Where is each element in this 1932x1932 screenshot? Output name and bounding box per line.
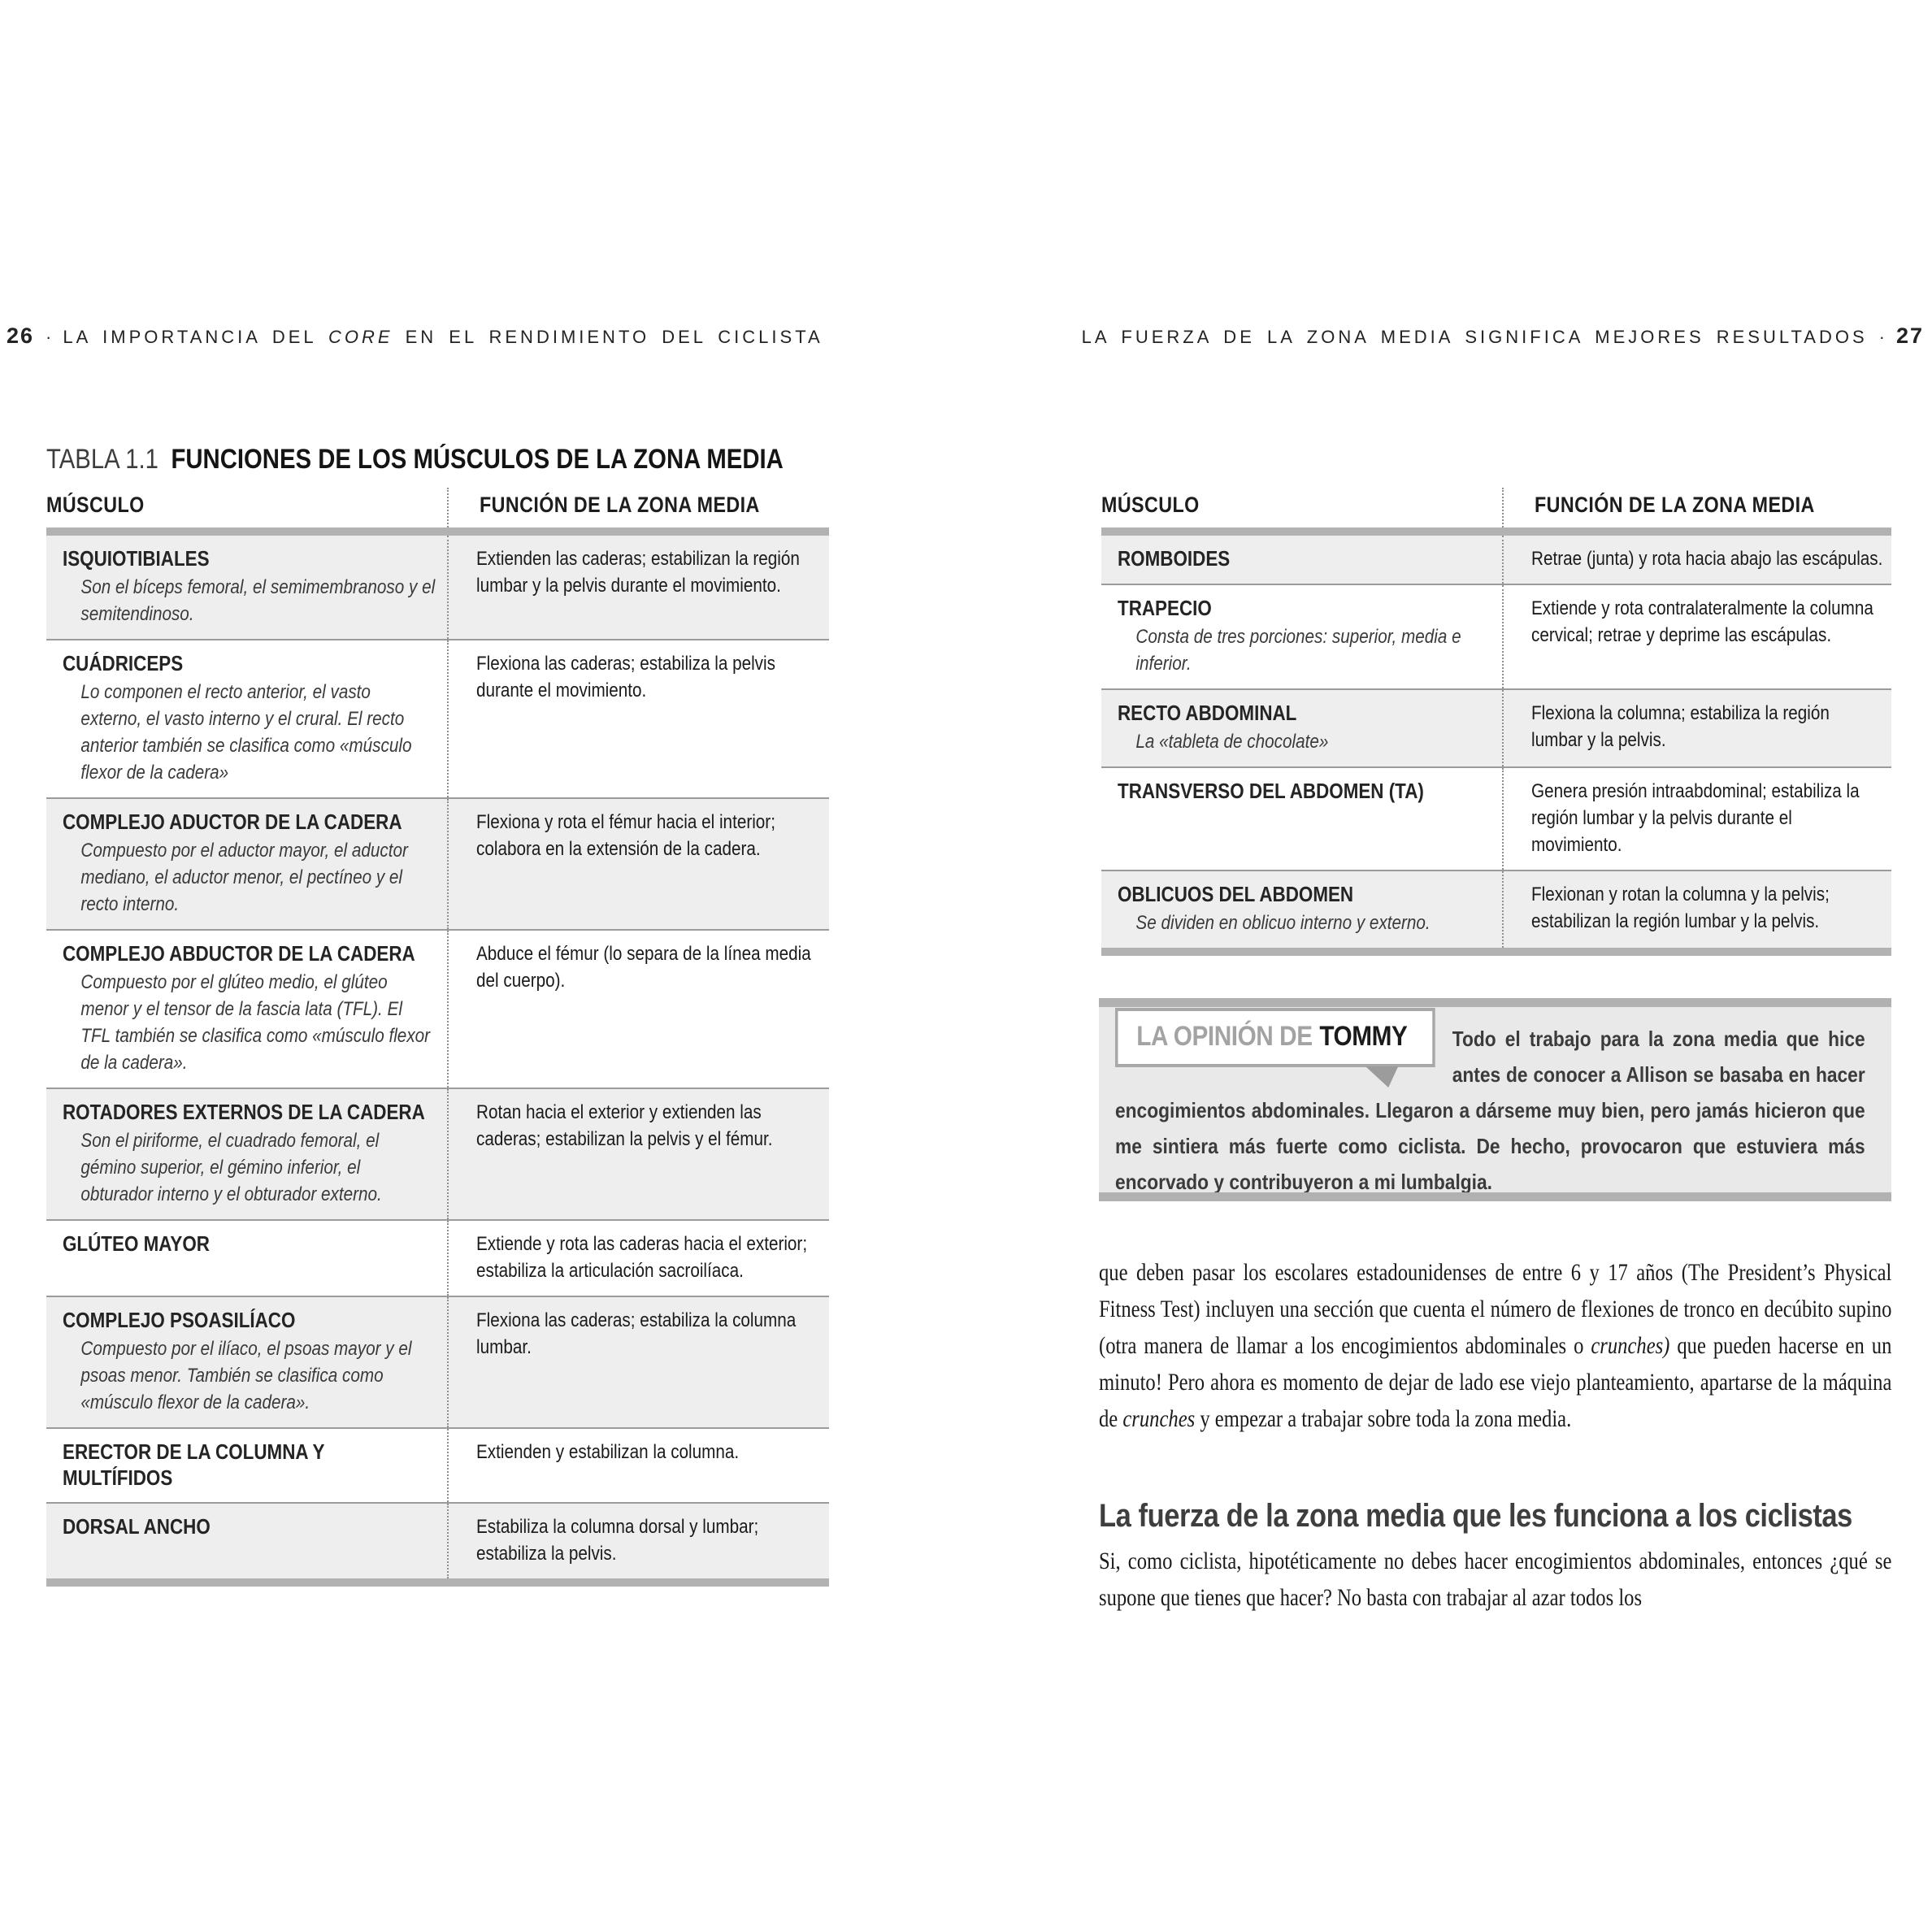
- function-text: Extienden y estabilizan la columna.: [476, 1441, 740, 1463]
- body-paragraph-1: [1099, 1254, 1891, 1437]
- muscle-cell: [46, 640, 447, 797]
- muscle-cell: [46, 1429, 447, 1502]
- text-segment: LA IMPORTANCIA DEL: [63, 327, 328, 347]
- function-cell: [1502, 768, 1891, 870]
- function-cell: [447, 536, 829, 639]
- text-segment: que pueden hacerse en un minuto! Pero ahora es momento de dejar de lado ese viejo planteamiento, apartarse de la máquina de: [1099, 1332, 1892, 1432]
- function-cell: [447, 799, 829, 929]
- opinion-label-bubble: [1115, 1008, 1435, 1083]
- opinion-label-prefix: LA OPINIÓN DE: [1136, 1021, 1313, 1052]
- muscle-detail: Compuesto por el aductor mayor, el aductor mediano, el aductor menor, el pectíneo y el recto interno.: [80, 840, 408, 915]
- function-cell: [1502, 871, 1891, 948]
- muscle-name: DORSAL ANCHO: [63, 1514, 211, 1539]
- running-head-separator: ·: [46, 327, 52, 347]
- muscle-name: TRAPECIO: [1118, 596, 1212, 620]
- muscle-detail: Lo componen el recto anterior, el vasto externo, el vasto interno y el crural. El recto anterior también se clasifica como «músculo flexor de la cadera»: [80, 681, 412, 784]
- table-title-text: FUNCIONES DE LOS MÚSCULOS DE LA ZONA MEDIA: [171, 444, 784, 475]
- function-cell: [447, 1429, 829, 1502]
- function-text: Flexiona y rota el fémur hacia el interior; colabora en la extensión de la cadera.: [476, 811, 775, 860]
- running-head-left: [7, 323, 823, 349]
- table-header-rule: [1101, 528, 1891, 536]
- opinion-label-name: TOMMY: [1319, 1021, 1408, 1052]
- table-caption: [46, 444, 901, 475]
- column-header-function: FUNCIÓN DE LA ZONA MEDIA: [1502, 488, 1891, 528]
- column-header-muscle: MÚSCULO: [46, 493, 145, 517]
- function-cell: [447, 640, 829, 797]
- muscle-detail: La «tableta de chocolate»: [1135, 731, 1329, 753]
- muscle-detail: Son el piriforme, el cuadrado femoral, el gémino superior, el gémino inferior, el obturador interno y el obturador externo.: [80, 1130, 382, 1205]
- function-text: Extiende y rota las caderas hacia el exterior; estabiliza la articulación sacroilíaca.: [476, 1233, 808, 1282]
- muscle-name: GLÚTEO MAYOR: [63, 1231, 210, 1256]
- function-text: Extienden las caderas; estabilizan la región lumbar y la pelvis durante el movimiento.: [476, 548, 800, 597]
- muscle-name: ROMBOIDES: [1118, 546, 1231, 571]
- table-header-row: [46, 488, 829, 528]
- italic-text-segment: crunches: [1122, 1405, 1196, 1432]
- function-text: Flexionan y rotan la columna y la pelvis; estabilizan la región lumbar y la pelvis.: [1531, 884, 1830, 932]
- muscle-cell: [46, 1297, 447, 1427]
- table-row: [1101, 584, 1891, 688]
- paragraph-text: [1099, 1254, 1891, 1437]
- function-text: Flexiona las caderas; estabiliza la pelvis durante el movimiento.: [476, 653, 775, 701]
- muscle-name: TRANSVERSO DEL ABDOMEN (TA): [1118, 779, 1424, 803]
- function-text: Flexiona las caderas; estabiliza la columna lumbar.: [476, 1309, 797, 1358]
- function-cell: [447, 931, 829, 1088]
- table-footer-rule: [1101, 948, 1891, 956]
- table-row: [46, 797, 829, 929]
- running-head-title-right: LA FUERZA DE LA ZONA MEDIA SIGNIFICA MEJORES RESULTADOS: [1081, 327, 1868, 347]
- table-row: [46, 1502, 829, 1578]
- running-head-title-left: [63, 327, 823, 348]
- muscle-name: OBLICUOS DEL ABDOMEN: [1118, 882, 1354, 906]
- muscle-table-left: [46, 488, 829, 1587]
- table-row: [46, 1296, 829, 1427]
- muscle-name: COMPLEJO ADUCTOR DE LA CADERA: [63, 810, 402, 834]
- page-number-right: 27: [1895, 323, 1924, 348]
- table-row: [46, 536, 829, 639]
- function-text: Flexiona la columna; estabiliza la región lumbar y la pelvis.: [1531, 702, 1830, 751]
- italic-text-segment: crunches): [1591, 1332, 1670, 1359]
- function-text: Genera presión intraabdominal; estabiliza la región lumbar y la pelvis durante el movimiento.: [1531, 780, 1860, 856]
- muscle-cell: [46, 1089, 447, 1219]
- muscle-cell: [46, 931, 447, 1088]
- body-paragraph-2: [1099, 1543, 1891, 1616]
- muscle-cell: [1101, 871, 1502, 948]
- muscle-name: COMPLEJO PSOASILÍACO: [63, 1308, 296, 1332]
- page-number-left: 26: [7, 323, 35, 348]
- table-row: [1101, 536, 1891, 584]
- muscle-name: CUÁDRICEPS: [63, 651, 184, 675]
- muscle-cell: [46, 1221, 447, 1296]
- function-text: Abduce el fémur (lo separa de la línea media del cuerpo).: [476, 943, 811, 992]
- italic-text-segment: CORE: [328, 327, 393, 347]
- table-row: [1101, 766, 1891, 870]
- muscle-name: ISQUIOTIBIALES: [63, 546, 210, 571]
- text-segment: que deben pasar los escolares estadounidenses de entre 6 y 17 años (The President’s Physical Fitness Test) incluyen una sección que cuenta el número de flexiones de tronco en decúbito supino (otra manera de llamar a los encogimientos abdominales o: [1099, 1259, 1892, 1359]
- muscle-cell: [46, 536, 447, 639]
- opinion-label: [1115, 1008, 1435, 1067]
- muscle-cell: [46, 799, 447, 929]
- running-head-right: [1082, 323, 1924, 349]
- muscle-detail: Son el bíceps femoral, el semimembranoso y el semitendinoso.: [80, 576, 436, 625]
- opinion-text: Todo el trabajo para la zona media que hice antes de conocer a Allison se basaba en hacer encogimientos abdominales. Llegaron a dárseme muy bien, pero jamás hicieron que me sintiera más fuerte como ciclista. De hecho, provocaron que estuviera más encorvado y contribuyeron a mi lumbalgia.: [1115, 1027, 1865, 1192]
- table-row: [46, 929, 829, 1088]
- table-row: [1101, 688, 1891, 766]
- table-header-rule: [46, 528, 829, 536]
- muscle-cell: [1101, 768, 1502, 870]
- table-header-row: [1101, 488, 1891, 528]
- muscle-name: ROTADORES EXTERNOS DE LA CADERA: [63, 1100, 425, 1124]
- muscle-name: RECTO ABDOMINAL: [1118, 701, 1297, 725]
- running-head-separator: ·: [1878, 327, 1885, 347]
- function-cell: [447, 1221, 829, 1296]
- function-cell: [447, 1504, 829, 1578]
- muscle-detail: Se dividen en oblicuo interno y externo.: [1135, 912, 1431, 934]
- function-cell: [1502, 536, 1891, 584]
- muscle-detail: Compuesto por el glúteo medio, el glúteo menor y el tensor de la fascia lata (TFL). El TFL también se clasifica como «músculo flexor de la cadera».: [80, 971, 431, 1074]
- muscle-cell: [1101, 536, 1502, 584]
- table-row: [46, 1427, 829, 1502]
- function-text: Estabiliza la columna dorsal y lumbar; estabiliza la pelvis.: [476, 1516, 759, 1565]
- table-row: [46, 1219, 829, 1296]
- column-header-function: FUNCIÓN DE LA ZONA MEDIA: [447, 488, 829, 528]
- table-row: [1101, 870, 1891, 948]
- section-heading: La fuerza de la zona media que les funciona a los ciclistas: [1099, 1498, 1852, 1534]
- muscle-cell: [46, 1504, 447, 1578]
- text-segment: y empezar a trabajar sobre toda la zona media.: [1195, 1405, 1572, 1432]
- function-text: Rotan hacia el exterior y extienden las caderas; estabilizan la pelvis y el fémur.: [476, 1101, 773, 1150]
- column-header-muscle: MÚSCULO: [1101, 493, 1200, 517]
- muscle-name: ERECTOR DE LA COLUMNA Y MULTÍFIDOS: [63, 1439, 325, 1490]
- muscle-name: COMPLEJO ABDUCTOR DE LA CADERA: [63, 941, 415, 966]
- table-row: [46, 639, 829, 797]
- table-body: [1101, 536, 1891, 948]
- function-text: Retrae (junta) y rota hacia abajo las escápulas.: [1531, 548, 1883, 570]
- function-cell: [447, 1089, 829, 1219]
- muscle-cell: [1101, 690, 1502, 766]
- function-text: Extiende y rota contralateralmente la columna cervical; retrae y deprime las escápulas.: [1531, 597, 1873, 646]
- table-number-label: TABLA 1.1: [46, 444, 158, 475]
- muscle-table-right: [1101, 488, 1891, 956]
- muscle-detail: Consta de tres porciones: superior, media e inferior.: [1135, 626, 1461, 675]
- function-cell: [1502, 585, 1891, 688]
- table-row: [46, 1088, 829, 1219]
- text-segment: EN EL RENDIMIENTO DEL CICLISTA: [393, 327, 823, 347]
- paragraph-text: Si, como ciclista, hipotéticamente no debes hacer encogimientos abdominales, entonces ¿qué se supone que tienes que hacer? No basta con trabajar al azar todos los: [1099, 1548, 1892, 1611]
- table-footer-rule: [46, 1578, 829, 1587]
- opinion-callout-box: [1099, 998, 1891, 1201]
- muscle-cell: [1101, 585, 1502, 688]
- function-cell: [1502, 690, 1891, 766]
- function-cell: [447, 1297, 829, 1427]
- muscle-detail: Compuesto por el ilíaco, el psoas mayor y el psoas menor. También se clasifica como «músculo flexor de la cadera».: [80, 1338, 412, 1413]
- table-body: [46, 536, 829, 1578]
